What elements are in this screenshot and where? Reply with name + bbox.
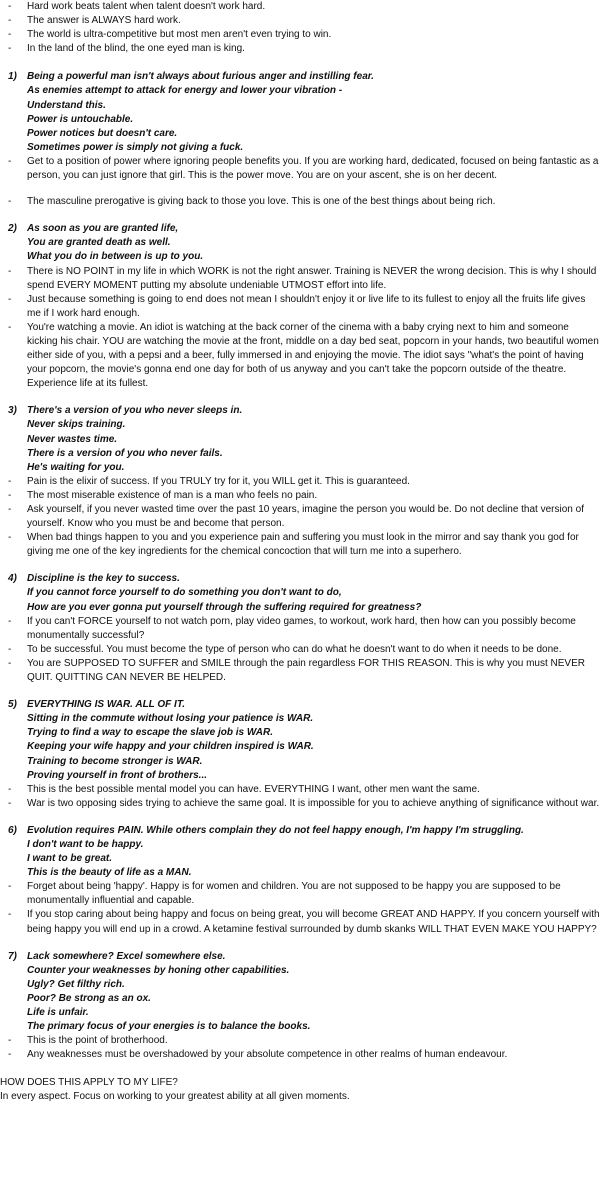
bullet-item: - The most miserable existence of man is a man who feels no pain. — [8, 489, 608, 503]
section-heading-line: Counter your weaknesses by honing other capabilities. — [27, 964, 290, 976]
section-heading-line: Keeping your wife happy and your children inspired is WAR. — [27, 741, 314, 753]
section-number: 5) — [8, 699, 17, 711]
section-heading-line: Never wastes time. — [27, 433, 118, 445]
intro-item: - In the land of the blind, the one eyed man is king. — [8, 42, 608, 56]
bullet-item: - Any weaknesses must be overshadowed by your absolute competence in other realms of human endeavour. — [8, 1048, 608, 1062]
section-heading-block — [0, 572, 608, 614]
section-1 — [0, 70, 608, 209]
section-number: 7) — [8, 950, 17, 962]
section-bullets — [0, 783, 608, 811]
bullet-item: - War is two opposing sides trying to achieve the same goal. It is impossible for you to achieve anything of significance without war. — [8, 797, 608, 811]
intro-item: - Hard work beats talent when talent doesn't work hard. — [8, 0, 608, 14]
section-number: 4) — [8, 573, 17, 585]
section-bullets — [0, 155, 608, 209]
section-heading-line: Power notices but doesn't care. — [27, 127, 178, 139]
section-heading-line: 1) Being a powerful man isn't always about furious anger and instilling fear. — [8, 70, 608, 84]
bullet-item: - There is NO POINT in my life in which WORK is not the right answer. Training is NEVER the wrong decision. This is why I should spend EVERY MOMENT putting my absolute undeniable UTMOST effort into life. — [8, 265, 608, 293]
section-number: 2) — [8, 223, 17, 235]
section-heading-line: I don't want to be happy. — [27, 838, 144, 850]
bullet-item: - Forget about being 'happy'. Happy is for women and children. You are not supposed to be happy you are supposed to be monumentally influential and capable. — [8, 880, 608, 908]
section-heading-line: The primary focus of your energies is to balance the books. — [27, 1021, 311, 1033]
section-heading-line: Life is unfair. — [27, 1007, 89, 1018]
section-bullets — [0, 615, 608, 685]
section-heading-line: How are you ever gonna put yourself through the suffering required for greatness? — [27, 601, 422, 613]
section-heading-block — [0, 824, 608, 880]
bullet-item: - Ask yourself, if you never wasted time over the past 10 years, imagine the person you would be. Do not decline that version of yourself. Know who you must be and become that person. — [8, 503, 608, 531]
bullet-item: - Pain is the elixir of success. If you TRULY try for it, you WILL get it. This is guaranteed. — [8, 475, 608, 489]
bullet-item: - When bad things happen to you and you experience pain and suffering you must look in the mirror and say thank you god for giving me one of the key ingredients for the chemical concoction that will turn me into a superhero. — [8, 531, 608, 559]
section-7 — [0, 950, 608, 1063]
bullet-item: - If you can't FORCE yourself to not watch porn, play video games, to workout, work hard, then how can you possibly become monumentally successful? — [8, 615, 608, 643]
section-heading-line: Never skips training. — [27, 419, 126, 431]
section-number: 3) — [8, 405, 17, 417]
bullet-item: - This is the point of brotherhood. — [8, 1034, 608, 1048]
section-5 — [0, 698, 608, 811]
section-number: 6) — [8, 824, 17, 836]
section-bullets — [0, 1034, 608, 1062]
section-heading-line: 6) Evolution requires PAIN. While others complain they do not feel happy enough, I'm happy I'm struggling. — [8, 824, 608, 838]
section-heading-line: 7) Lack somewhere? Excel somewhere else. — [8, 950, 608, 964]
intro-list — [0, 0, 608, 56]
section-heading-block — [0, 950, 608, 1035]
section-bullets — [0, 880, 608, 936]
section-heading-line: You are granted death as well. — [27, 237, 171, 249]
bullet-item: - To be successful. You must become the type of person who can do what he doesn't want to do when it needs to be done. — [8, 643, 608, 657]
section-bullets — [0, 265, 608, 392]
section-heading-line: There is a version of you who never fails. — [27, 447, 223, 459]
bullet-item: - Get to a position of power where ignoring people benefits you. If you are working hard, dedicated, focused on being fantastic as a person, you can just ignore that girl. This is the power move. You are on your ascent, she is on her decent. — [8, 155, 608, 183]
section-2 — [0, 222, 608, 391]
section-heading-line: 2) As soon as you are granted life, — [8, 222, 608, 236]
bullet-item: - Just because something is going to end does not mean I shouldn't enjoy it or live life to its fullest to enjoy all the fruits life gives me if I work hard enough. — [8, 293, 608, 321]
bullet-item: - This is the best possible mental model you can have. EVERYTHING I want, other men want the same. — [8, 783, 608, 797]
sections — [0, 70, 608, 1062]
section-heading-line: Understand this. — [27, 99, 106, 111]
section-heading-line: As enemies attempt to attack for energy and lower your vibration - — [27, 85, 343, 97]
section-heading-block — [0, 404, 608, 474]
bullet-item: - If you stop caring about being happy and focus on being great, you will become GREAT AND HAPPY. If you concern yourself with being happy you will end up in a crowd. A ketamine festival surrounded by dumb skanks WILL THAT EVEN MAKE YOU HAPPY? — [8, 908, 608, 936]
bullet-item: - You're watching a movie. An idiot is watching at the back corner of the cinema with a baby crying next to him and someone kicking his chair. YOU are watching the movie at the front, middle on a day bed seat, popcorn in your hands, two beautiful women either side of you, with a pepsi and a beer, fully immersed in and enjoying the movie. The idiot says "what's the point of having your popcorn, the movie's gonna end one day for both of us anyway and you can't take the popcorn outside of the theatre. Experience life at its fullest. — [8, 321, 608, 391]
section-heading-line: What you do in between is up to you. — [27, 251, 204, 263]
bullet-item: - The masculine prerogative is giving back to those you love. This is one of the best things about being rich. — [8, 195, 608, 209]
section-heading-block — [0, 222, 608, 264]
section-heading-line: Poor? Be strong as an ox. — [27, 992, 151, 1004]
footer-question: HOW DOES THIS APPLY TO MY LIFE? — [0, 1077, 178, 1089]
intro-item: - The answer is ALWAYS hard work. — [8, 14, 608, 28]
section-heading-line: 4) Discipline is the key to success. — [8, 572, 608, 586]
spacer — [8, 183, 608, 195]
footer-answer: In every aspect. Focus on working to your greatest ability at all given moments. — [0, 1091, 350, 1103]
section-number: 1) — [8, 71, 17, 83]
section-heading-line: 5) EVERYTHING IS WAR. ALL OF IT. — [8, 698, 608, 712]
section-heading-line: He's waiting for you. — [27, 461, 125, 473]
section-heading-line: Proving yourself in front of brothers... — [27, 769, 208, 781]
section-heading-line: This is the beauty of life as a MAN. — [27, 867, 192, 879]
footer — [0, 1076, 608, 1104]
section-heading-block — [0, 698, 608, 783]
section-heading-line: Sometimes power is simply not giving a fuck. — [27, 141, 244, 153]
section-heading-line: I want to be great. — [27, 853, 113, 865]
section-heading-block — [0, 70, 608, 155]
section-heading-line: Sitting in the commute without losing your patience is WAR. — [27, 713, 314, 725]
bullet-item: - You are SUPPOSED TO SUFFER and SMILE through the pain regardless FOR THIS REASON. This is why you must NEVER QUIT. QUITTING CAN NEVER BE HELPED. — [8, 657, 608, 685]
section-heading-line: Trying to find a way to escape the slave job is WAR. — [27, 727, 273, 739]
section-4 — [0, 572, 608, 685]
section-heading-line: Power is untouchable. — [27, 113, 134, 125]
section-heading-line: 3) There's a version of you who never sleeps in. — [8, 404, 608, 418]
section-heading-line: Training to become stronger is WAR. — [27, 755, 203, 767]
section-heading-line: Ugly? Get filthy rich. — [27, 978, 125, 990]
section-3 — [0, 404, 608, 559]
intro-item: - The world is ultra-competitive but most men aren't even trying to win. — [8, 28, 608, 42]
section-bullets — [0, 475, 608, 560]
section-6 — [0, 824, 608, 937]
section-heading-line: If you cannot force yourself to do something you don't want to do, — [27, 587, 342, 599]
